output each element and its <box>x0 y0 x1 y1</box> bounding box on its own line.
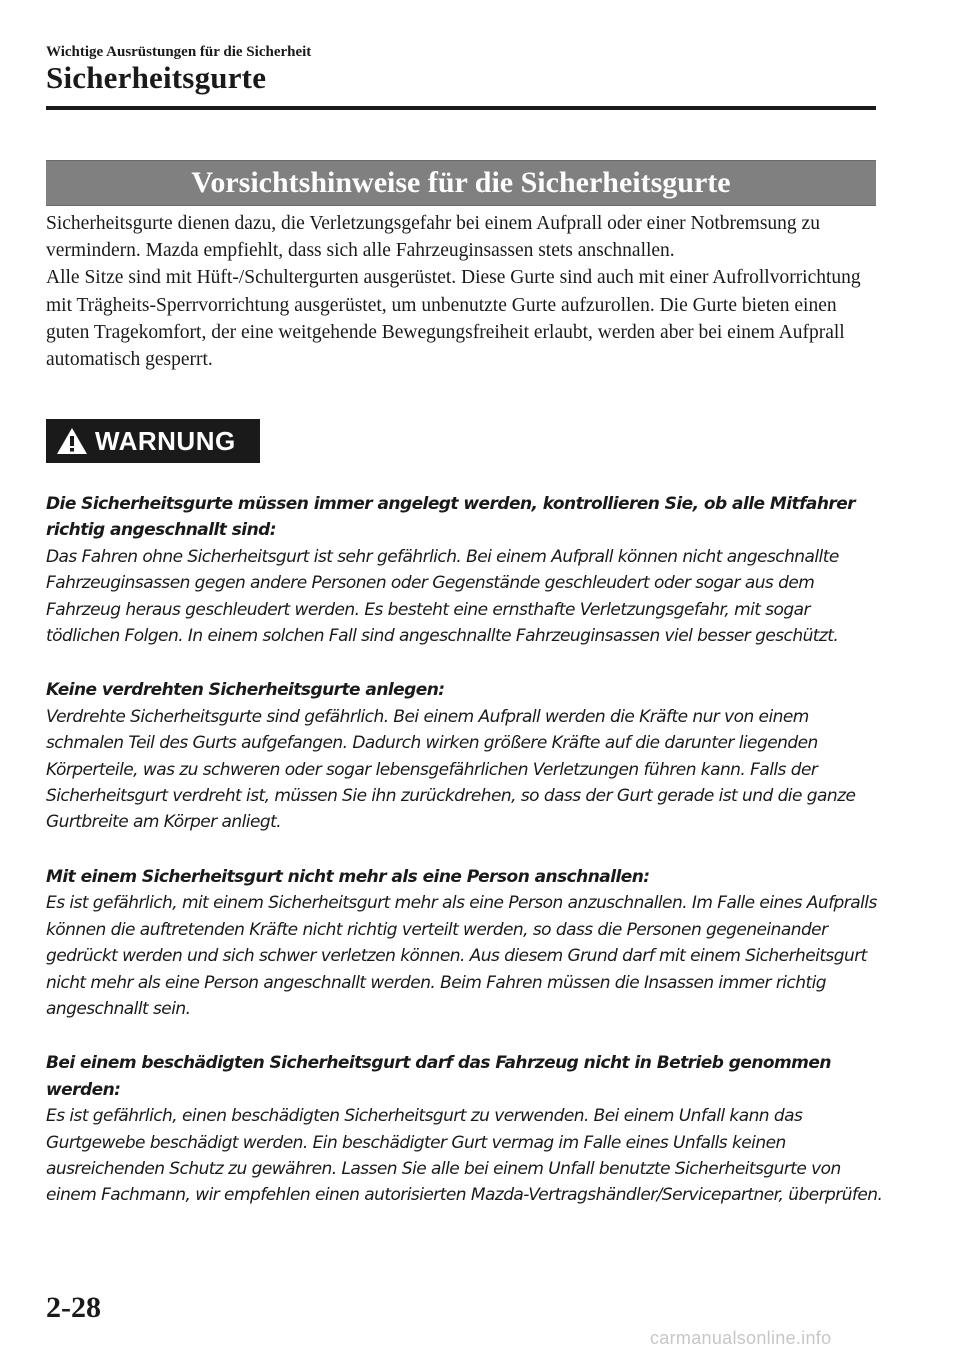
warning-item <box>46 1050 886 1208</box>
warning-item <box>46 864 886 1022</box>
title-rule <box>46 106 876 110</box>
warning-body: Es ist gefährlich, mit einem Sicherheitsgurt mehr als eine Person anzuschnallen. Im Falle eines Aufpralls können die auftretenden Kräfte nicht richtig verteilt werden, so dass die Personen gegeneinander gedrückt werden und sich schwer verletzen können. Aus diesem Grund darf mit einem Sicherheitsgurt nicht mehr als eine Person angeschnallt werden. Beim Fahren müssen die Insassen immer richtig angeschnallt sein. <box>46 893 877 1019</box>
warning-body: Verdrehte Sicherheitsgurte sind gefährlich. Bei einem Aufprall werden die Kräfte nur von einem schmalen Teil des Gurts aufgefangen. Dadurch wirken größere Kräfte auf die darunter liegenden Körperteile, was zu schweren oder sogar lebensgefährlichen Verletzungen führen kann. Falls der Sicherheitsgurt verdreht ist, müssen Sie ihn zurückdrehen, so dass der Gurt gerade ist und die ganze Gurtbreite am Körper anliegt. <box>46 706 856 833</box>
warning-heading: Mit einem Sicherheitsgurt nicht mehr als eine Person anschnallen: <box>46 866 650 887</box>
warning-heading: Bei einem beschädigten Sicherheitsgurt darf das Fahrzeug nicht in Betrieb genommen werden: <box>46 1053 831 1100</box>
warning-body: Das Fahren ohne Sicherheitsgurt ist sehr gefährlich. Bei einem Aufprall können nicht angeschnallte Fahrzeuginsassen gegen andere Personen oder Gegenstände geschleudert oder sogar aus dem Fahrzeug heraus geschleudert werden. Es besteht eine ernsthafte Verletzungsgefahr, mit sogar tödlichen Folgen. In einem solchen Fall sind angeschnallte Fahrzeuginsassen viel besser geschützt. <box>46 546 839 647</box>
warning-item <box>46 491 886 649</box>
warning-body: Es ist gefährlich, einen beschädigten Sicherheitsgurt zu verwenden. Bei einem Unfall kann das Gurtgewebe beschädigt werden. Ein beschädigter Gurt vermag im Falle eines Unfalls keinen ausreichenden Schutz zu gewähren. Lassen Sie alle bei einem Unfall benutzte Sicherheitsgurte von einem Fachmann, wir empfehlen einen autorisierten Mazda-Vertragshändler/Servicepartner, überprüfen. <box>46 1106 883 1206</box>
warning-badge <box>46 419 260 463</box>
warning-label: WARNUNG <box>95 425 236 456</box>
warning-heading: Die Sicherheitsgurte müssen immer angelegt werden, kontrollieren Sie, ob alle Mitfahrer richtig angeschnallt sind: <box>46 494 856 541</box>
warning-heading: Keine verdrehten Sicherheitsgurte anlegen: <box>46 680 445 701</box>
intro-paragraph-1: Sicherheitsgurte dienen dazu, die Verletzungsgefahr bei einem Aufprall oder einer Notbremsung zu vermindern. Mazda empfiehlt, dass sich alle Fahrzeuginsassen stets anschnallen. <box>46 213 820 262</box>
watermark: carmanualsonline.info <box>650 1328 832 1348</box>
warning-list <box>46 491 886 1237</box>
section-kicker: Wichtige Ausrüstungen für die Sicherheit <box>46 44 312 60</box>
page-title: Sicherheitsgurte <box>46 60 267 95</box>
page-number: 2-28 <box>46 1291 101 1324</box>
intro-paragraph-2: Alle Sitze sind mit Hüft-/Schultergurten ausgerüstet. Diese Gurte sind auch mit einer Aufrollvorrichtung mit Trägheits-Sperrvorrichtung ausgerüstet, um unbenutzte Gurte aufzurollen. Die Gurte bieten einen guten Tragekomfort, der eine weitgehende Bewegungsfreiheit erlaubt, werden aber bei einem Aufprall automatisch gesperrt. <box>46 267 861 371</box>
section-banner: Vorsichtshinweise für die Sicherheitsgurte <box>46 160 876 206</box>
warning-triangle-icon <box>55 426 89 456</box>
intro-text <box>46 210 876 373</box>
warning-item <box>46 677 886 835</box>
